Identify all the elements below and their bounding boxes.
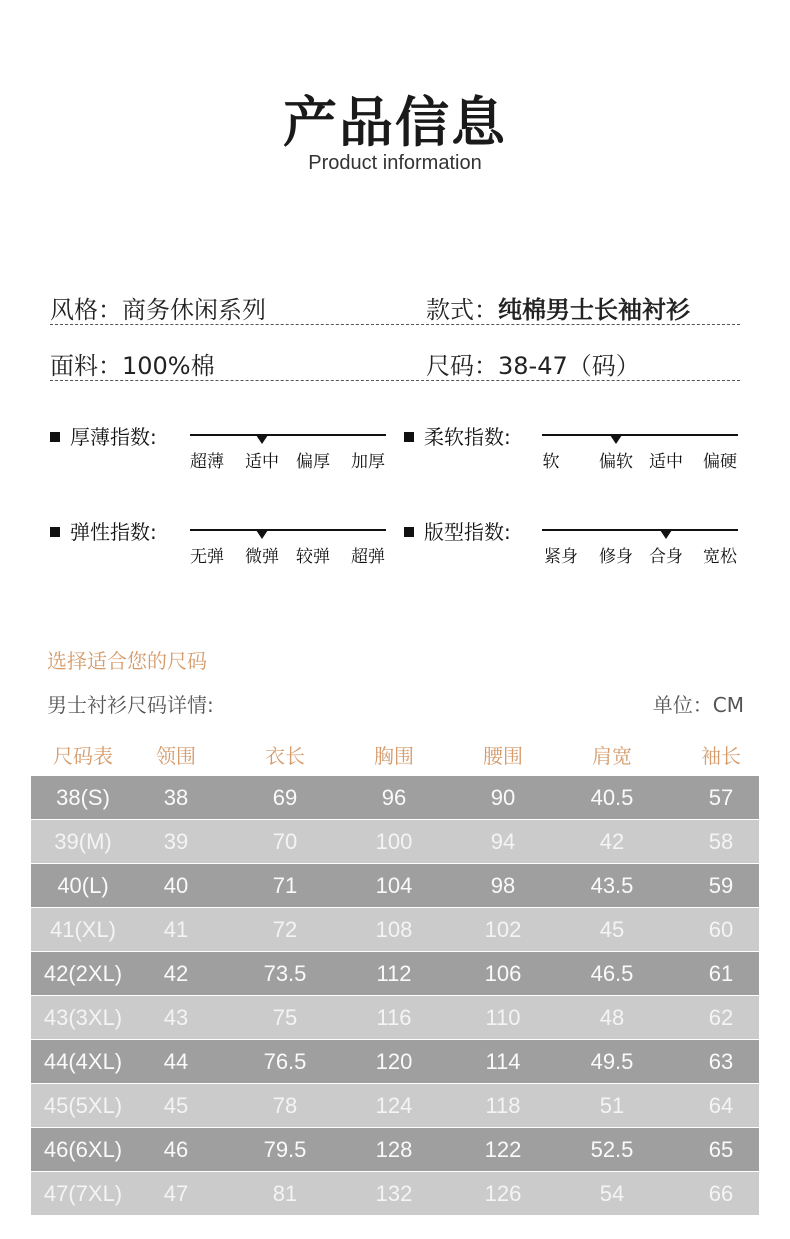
style-field <box>50 290 266 325</box>
table-cell: 78 <box>272 1093 298 1118</box>
table-row <box>31 776 759 820</box>
index-option: 加厚 <box>351 452 385 472</box>
table-header-cell: 腰围 <box>483 744 523 768</box>
index-thickness <box>50 421 390 481</box>
square-bullet-icon <box>404 527 414 537</box>
size-label: 尺码： <box>426 352 498 380</box>
fabric-value: 100%棉 <box>122 352 215 380</box>
index-marker-icon <box>610 435 622 444</box>
table-cell: 45 <box>163 1093 189 1118</box>
table-cell: 58 <box>708 829 734 854</box>
table-header-cell: 领围 <box>156 744 196 768</box>
index-option: 适中 <box>245 452 279 472</box>
index-scale-line <box>542 434 738 436</box>
table-cell: 79.5 <box>263 1137 307 1162</box>
table-cell: 96 <box>381 785 407 810</box>
table-cell: 39(M) <box>54 829 112 854</box>
table-cell: 106 <box>484 961 522 986</box>
table-cell: 59 <box>708 873 734 898</box>
table-cell: 128 <box>375 1137 413 1162</box>
design-label: 款式： <box>426 296 498 324</box>
table-cell: 38(S) <box>56 785 110 810</box>
table-row <box>31 864 759 908</box>
table-header-cell: 胸围 <box>374 744 414 768</box>
table-cell: 63 <box>708 1049 734 1074</box>
table-cell: 45(5XL) <box>43 1093 123 1118</box>
table-cell: 114 <box>485 1049 521 1074</box>
table-cell: 69 <box>272 785 298 810</box>
table-cell: 108 <box>375 917 413 942</box>
index-marker-icon <box>256 435 268 444</box>
index-option: 超薄 <box>190 452 224 472</box>
fabric-field <box>50 346 215 381</box>
info-row-style <box>50 284 740 325</box>
table-cell: 66 <box>708 1181 734 1206</box>
fabric-label: 面料： <box>50 352 122 380</box>
table-cell: 112 <box>376 961 412 986</box>
table-cell: 100 <box>375 829 413 854</box>
design-field <box>426 290 690 325</box>
index-softness <box>404 421 744 481</box>
table-cell: 45 <box>599 917 625 942</box>
table-cell: 46 <box>163 1137 189 1162</box>
table-cell: 98 <box>490 873 516 898</box>
index-elasticity <box>50 516 390 576</box>
table-cell: 40 <box>163 873 189 898</box>
index-fit <box>404 516 744 576</box>
table-header-cell: 肩宽 <box>592 744 632 768</box>
table-cell: 132 <box>375 1181 413 1206</box>
table-row <box>31 952 759 996</box>
table-cell: 116 <box>376 1005 412 1030</box>
index-marker-icon <box>256 530 268 539</box>
table-cell: 38 <box>163 785 189 810</box>
table-cell: 126 <box>484 1181 522 1206</box>
table-cell: 61 <box>708 961 734 986</box>
table-cell: 44 <box>163 1049 189 1074</box>
index-option: 无弹 <box>190 547 224 567</box>
table-cell: 46.5 <box>590 961 634 986</box>
table-cell: 43 <box>163 1005 189 1030</box>
table-cell: 71 <box>272 873 298 898</box>
table-row <box>31 908 759 952</box>
table-cell: 75 <box>272 1005 298 1030</box>
table-cell: 57 <box>708 785 734 810</box>
table-cell: 43.5 <box>590 873 634 898</box>
index-option: 微弹 <box>245 547 279 567</box>
table-cell: 47(7XL) <box>43 1181 123 1206</box>
table-cell: 44(4XL) <box>43 1049 123 1074</box>
table-cell: 70 <box>272 829 298 854</box>
table-cell: 42(2XL) <box>43 961 123 986</box>
table-cell: 81 <box>272 1181 298 1206</box>
info-row-fabric <box>50 340 740 381</box>
table-cell: 76.5 <box>263 1049 307 1074</box>
table-cell: 41(XL) <box>49 917 117 942</box>
table-cell: 42 <box>599 829 625 854</box>
index-title-text: 柔软指数: <box>424 425 511 449</box>
index-option: 合身 <box>649 547 683 567</box>
table-cell: 62 <box>708 1005 734 1030</box>
table-cell: 90 <box>490 785 516 810</box>
index-title <box>404 421 511 450</box>
index-option: 宽松 <box>703 547 737 567</box>
table-header-cell: 袖长 <box>701 744 741 768</box>
index-scale-line <box>190 529 386 531</box>
index-scale-line <box>542 529 738 531</box>
square-bullet-icon <box>50 527 60 537</box>
table-cell: 104 <box>375 873 413 898</box>
table-cell: 51 <box>599 1093 625 1118</box>
index-title <box>50 516 157 545</box>
index-title <box>404 516 511 545</box>
table-row <box>31 996 759 1040</box>
size-value: 38-47（码） <box>498 352 640 380</box>
index-option: 紧身 <box>544 547 578 567</box>
table-cell: 39 <box>163 829 189 854</box>
index-title-text: 厚薄指数: <box>70 425 157 449</box>
table-cell: 47 <box>163 1181 189 1206</box>
table-cell: 52.5 <box>590 1137 634 1162</box>
table-cell: 118 <box>485 1093 521 1118</box>
index-title-text: 弹性指数: <box>70 520 157 544</box>
index-option: 偏软 <box>599 452 633 472</box>
table-row <box>31 820 759 864</box>
index-title <box>50 421 157 450</box>
table-cell: 124 <box>375 1093 413 1118</box>
index-option: 软 <box>542 452 560 472</box>
table-cell: 46(6XL) <box>43 1137 123 1162</box>
table-row <box>31 1172 759 1216</box>
table-cell: 40.5 <box>590 785 634 810</box>
index-option: 适中 <box>649 452 683 472</box>
index-scale-line <box>190 434 386 436</box>
table-row <box>31 1084 759 1128</box>
table-cell: 54 <box>599 1181 625 1206</box>
table-cell: 120 <box>375 1049 413 1074</box>
index-title-text: 版型指数: <box>424 520 511 544</box>
table-cell: 122 <box>484 1137 522 1162</box>
table-header-cell: 衣长 <box>265 744 305 768</box>
size-field <box>426 346 640 381</box>
table-cell: 49.5 <box>590 1049 634 1074</box>
table-cell: 110 <box>485 1005 521 1030</box>
table-row <box>31 1040 759 1084</box>
square-bullet-icon <box>404 432 414 442</box>
table-cell: 64 <box>708 1093 734 1118</box>
size-detail-label: 男士衬衫尺码详情: <box>47 693 214 717</box>
index-option: 偏厚 <box>296 452 330 472</box>
table-cell: 65 <box>708 1137 734 1162</box>
size-table-header <box>31 740 759 770</box>
page-title: 产品信息 <box>283 91 507 154</box>
table-header-cell: 尺码表 <box>53 744 113 768</box>
table-cell: 73.5 <box>263 961 307 986</box>
table-cell: 48 <box>599 1005 625 1030</box>
index-option: 偏硬 <box>703 452 737 472</box>
table-cell: 40(L) <box>57 873 109 898</box>
index-option: 修身 <box>599 547 633 567</box>
table-cell: 72 <box>272 917 298 942</box>
table-cell: 43(3XL) <box>43 1005 123 1030</box>
unit-label: 单位：CM <box>652 693 744 717</box>
table-cell: 102 <box>484 917 522 942</box>
index-option: 超弹 <box>351 547 385 567</box>
table-cell: 41 <box>163 917 189 942</box>
table-cell: 60 <box>708 917 734 942</box>
index-option: 较弹 <box>296 547 330 567</box>
style-label: 风格： <box>50 296 122 324</box>
index-marker-icon <box>660 530 672 539</box>
table-row <box>31 1128 759 1172</box>
square-bullet-icon <box>50 432 60 442</box>
style-value: 商务休闲系列 <box>122 296 266 324</box>
table-cell: 42 <box>163 961 189 986</box>
design-value: 纯棉男士长袖衬衫 <box>498 296 690 324</box>
page-subtitle: Product information <box>308 152 482 174</box>
choose-size-title: 选择适合您的尺码 <box>47 649 207 673</box>
table-cell: 94 <box>490 829 516 854</box>
